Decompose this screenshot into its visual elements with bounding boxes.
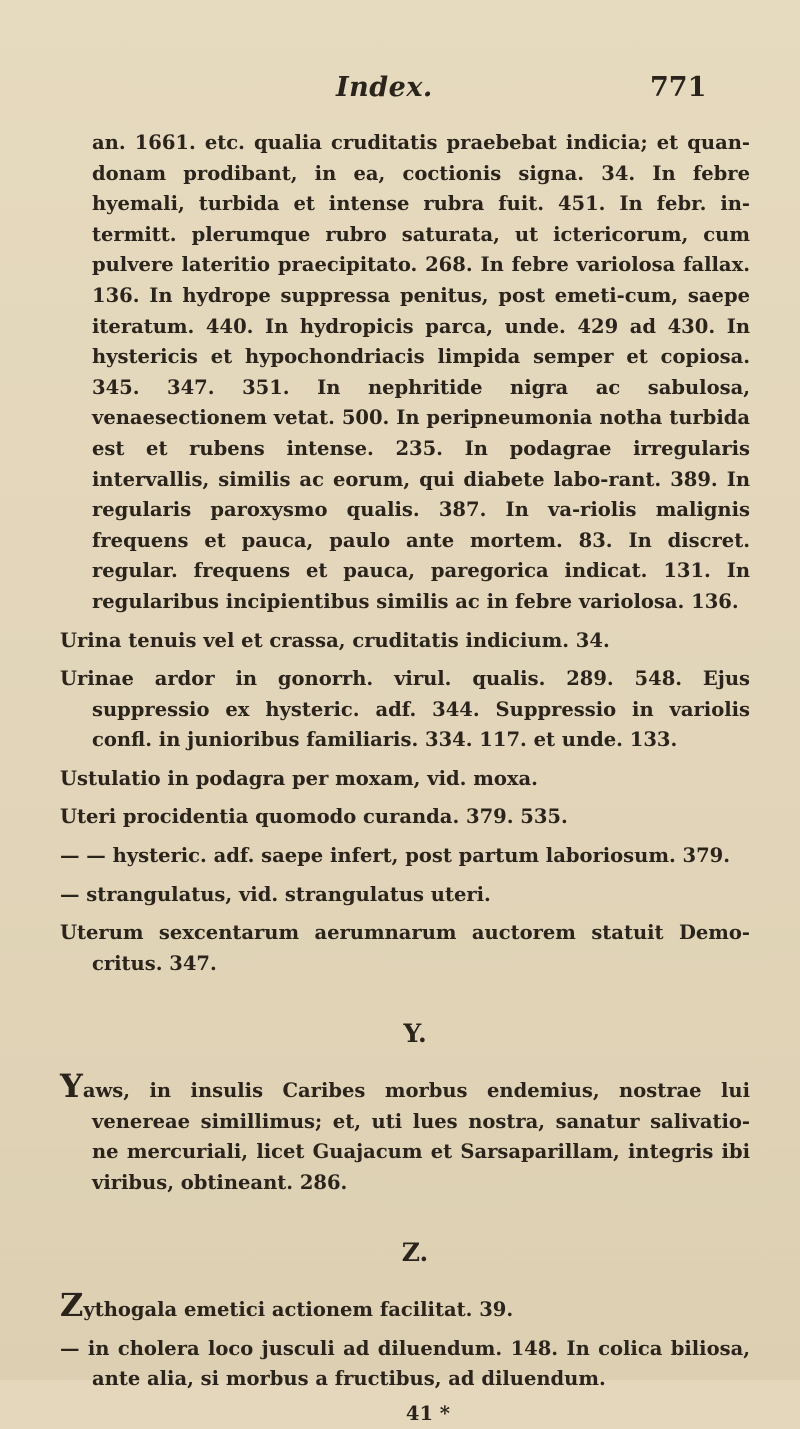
section-heading-z: Z.	[401, 1238, 429, 1268]
index-entry: — — hysteric. adf. saepe infert, post partum laboriosum. 379.	[60, 844, 731, 868]
index-entry: Urina tenuis vel et crassa, cruditatis indicium. 34.	[60, 628, 610, 652]
index-entry: — in cholera loco jusculi ad diluendum. 148. In colica biliosa, ante alia, si morbus a fructibus, ad diluendum.	[60, 1336, 750, 1391]
section-heading-y: Y.	[403, 1019, 427, 1049]
drop-cap: Y	[60, 1067, 83, 1106]
drop-cap: Z	[60, 1286, 84, 1324]
index-entry: Uteri procidentia quomodo curanda. 379. 535.	[60, 805, 568, 829]
index-entry: — strangulatus, vid. strangulatus uteri.	[60, 882, 491, 906]
catchword: 41 *	[405, 1401, 450, 1425]
index-entry: an. 1661. etc. qualia cruditatis praebebat indicia; et quan-donam prodibant, in ea, coctionis signa. 34. In febre hyemali, turbida et intense rubra fuit. 451. In febr. in-termitt. plerumque rubro saturata, ut ictericorum, cum pulvere lateritio praecipitato. 268. In febre variolosa fallax. 136. In hydrope suppressa penitus, post emeti-cum, saepe iteratum. 440. In hydropicis parca, unde. 429 ad 430. In hystericis et hypochondriacis limpida semper et copiosa. 345. 347. 351. In nephritide nigra ac sabulosa, venaesectionem vetat. 500. In peripneumonia notha turbida est et rubens intense. 235. In podagrae irregularis intervallis, similis ac eorum, qui diabete labo-rant. 389. In regularis paroxysmo qualis. 387. In va-riolis malignis frequens et pauca, paulo ante mortem. 83. In discret. regular. frequens et pauca, paregorica indicat. 131. In regularibus incipientibus similis ac in febre variolosa. 136.	[92, 131, 750, 613]
page-number: 771	[650, 72, 707, 103]
index-entry	[60, 1067, 750, 1198]
running-head	[0, 72, 800, 112]
index-entry: Ustulatio in podagra per moxam, vid. moxa.	[60, 766, 538, 790]
index-entry: Uterum sexcentarum aerumnarum auctorem statuit Demo-critus. 347.	[60, 921, 750, 975]
index-entry	[60, 1286, 750, 1326]
entry-text: ythogala emetici actionem facilitat. 39.	[83, 1298, 514, 1321]
index-content	[60, 128, 750, 1429]
entry-text: aws, in insulis Caribes morbus endemius, nostrae lui venereae simillimus; et, uti lues nostra, sanatur salivatio-ne mercuriali, licet Guajacum et Sarsaparillam, integris ibi viribus, obtineant. 286.	[82, 1079, 750, 1194]
index-entry: Urinae ardor in gonorrh. virul. qualis. 289. 548. Ejus suppressio ex hysteric. adf. 344. Suppressio in variolis confl. in junioribus familiaris. 334. 117. et unde. 133.	[60, 667, 750, 752]
running-title: Index.	[336, 72, 433, 103]
